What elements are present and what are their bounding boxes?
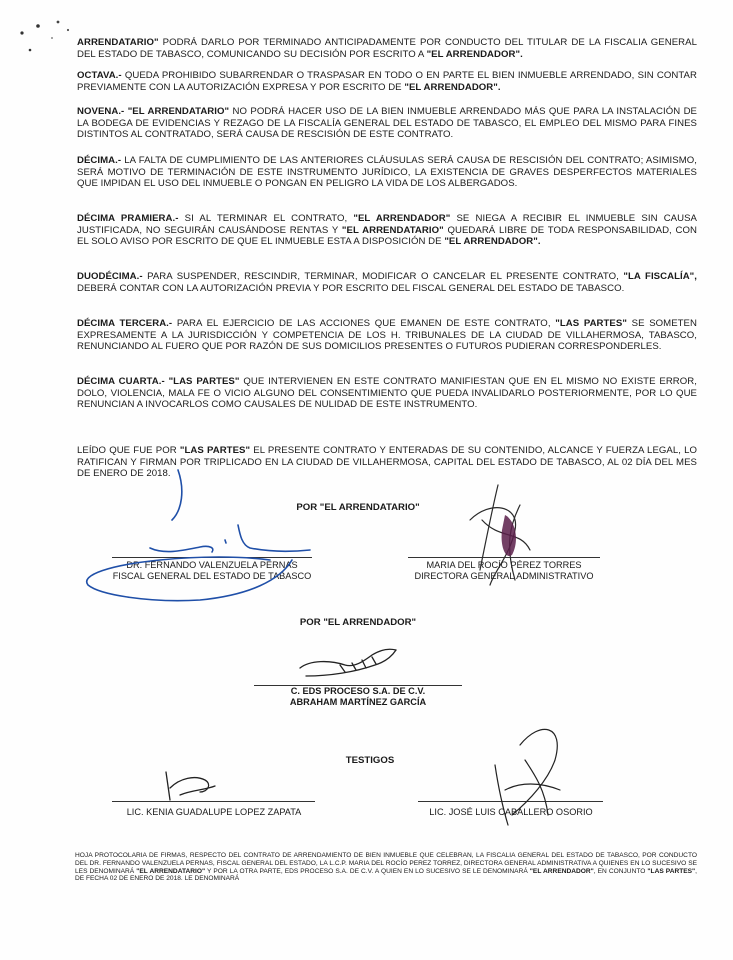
footer-protocol-note: HOJA PROTOCOLARIA DE FIRMAS, RESPECTO DEL CONTRATO DE ARRENDAMIENTO DE BIEN INMUEBLE QUE CELEBRAN, LA FISCALIA GENERAL DEL ESTADO DE TABASCO, POR CONDUCTO DEL DR. FERNANDO VALENZUELA PERNAS, FISCAL GENERAL DEL ESTADO, LA L.C.P. MARIA DEL ROCÍO PEREZ TORREZ, DIRECTORA GENERAL ADMINISTRATIVA A QUIENES EN LO SUCESIVO SE LES DENOMINARÁ "EL ARRENDATARIO" Y POR LA OTRA PARTE, EDS PROCESO S.A. DE C.V. A QUIEN EN LO SUCESIVO SE LE DENOMINARÁ "EL ARRENDADOR", EN CONJUNTO "LAS PARTES", DE FECHA 02 DE ENERO DE 2018. LE DENOMINARÁ	[75, 852, 698, 883]
clause-decima-primera: DÉCIMA PRAMIERA.- SI AL TERMINAR EL CONTRATO, "EL ARRENDADOR" SE NIEGA A RECIBIR EL INMUEBLE SIN CAUSA JUSTIFICADA, NO SEGUIRÁN CAUSÁNDOSE RENTAS Y "EL ARRENDATARIO" QUEDARÁ LIBRE DE TODA RESPONSABILIDAD, CON EL SOLO AVISO POR ESCRITO DE QUE EL INMUEBLE ESTA A DISPOSICIÓN DE "EL ARRENDADOR".	[77, 213, 697, 248]
signer-5-name: LIC. JOSÉ LUIS CABALLERO OSORIO	[429, 807, 593, 817]
signer-2	[380, 560, 628, 582]
signature-line-4	[112, 801, 315, 802]
closing-statement: LEÍDO QUE FUE POR "LAS PARTES" EL PRESENTE CONTRATO Y ENTERADAS DE SU CONTENIDO, ALCANCE Y FUERZA LEGAL, LO RATIFICAN Y FIRMAN POR TRIPLICADO EN LA CIUDAD DE VILLAHERMOSA, CAPITAL DEL ESTADO DE TABASCO, AL 02 DÍA DEL MES DE ENERO DE 2018.	[77, 445, 698, 480]
signer-3-company: C. EDS PROCESO S.A. DE C.V.	[290, 686, 426, 696]
signer-4	[92, 807, 336, 818]
signer-1-title: FISCAL GENERAL DEL ESTADO DE TABASCO	[112, 571, 312, 581]
signature-line-2	[408, 557, 600, 558]
clause-novena: NOVENA.- "EL ARRENDATARIO" NO PODRÁ HACER USO DE LA BIEN INMUEBLE ARRENDADO MÁS QUE PARA LA INSTALACIÓN DE LA BODEGA DE EVIDENCIAS Y REZAGO DE LA FISCALÍA GENERAL DEL ESTADO DE TABASCO, EL EMPLEO DEL MISMO PARA FINES DISTINTOS AL CONTRATADO, SERÁ CAUSA DE RESCISIÓN DE ESTE CONTRATO.	[77, 106, 698, 141]
signature-purple-ink-icon	[502, 515, 516, 556]
clause-decima-tercera: DÉCIMA TERCERA.- PARA EL EJERCICIO DE LAS ACCIONES QUE EMANEN DE ESTE CONTRATO, "LAS PARTES" SE SOMETEN EXPRESAMENTE A LA JURISDICCIÓN Y COMPETENCIA DE LOS H. TRIBUNALES DE LA CIUDAD DE VILLAHERMOSA, TABASCO, RENUNCIANDO AL FUERO QUE POR RAZÓN DE SUS DOMICILIOS PRESENTES O FUTUROS PUDIERAN CORRESPONDERLES.	[77, 318, 697, 353]
clause-duodecima: DUODÉCIMA.- PARA SUSPENDER, RESCINDIR, TERMINAR, MODIFICAR O CANCELAR EL PRESENTE CONTRATO, "LA FISCALÍA", DEBERÁ CONTAR CON LA AUTORIZACIÓN PREVIA Y POR ESCRITO DEL FISCAL GENERAL DEL ESTADO DE TABASCO.	[77, 271, 697, 294]
testigos-heading: TESTIGOS	[345, 755, 395, 766]
signature-line-1	[112, 557, 312, 558]
clause-octava: OCTAVA.- QUEDA PROHIBIDO SUBARRENDAR O TRASPASAR EN TODO O EN PARTE EL BIEN INMUEBLE ARRENDADO, SIN CONTAR PREVIAMENTE CON LA AUTORIZACIÓN EXPRESA Y POR ESCRITO DE "EL ARRENDADOR".	[77, 70, 697, 93]
arrendador-heading: POR "EL ARRENDADOR"	[299, 617, 417, 628]
signature-arrendador-icon	[300, 649, 396, 676]
signer-4-name: LIC. KENIA GUADALUPE LOPEZ ZAPATA	[126, 807, 302, 817]
scan-specks	[0, 0, 80, 65]
signature-line-5	[418, 801, 603, 802]
signer-2-name: MARIA DEL ROCÍO PÉREZ TORRES	[426, 560, 582, 570]
signer-2-title: DIRECTORA GENERAL ADMINISTRATIVO	[414, 571, 594, 581]
clause-decima-cuarta: DÉCIMA CUARTA.- "LAS PARTES" QUE INTERVIENEN EN ESTE CONTRATO MANIFIESTAN QUE EN EL MISMO NO EXISTE ERROR, DOLO, VIOLENCIA, MALA FE O VICIO ALGUNO DEL CONSENTIMIENTO QUE PUEDA INVALIDARLO POSTERIORMENTE, POR LO QUE RENUNCIAN A INVOCARLOS COMO CAUSALES DE NULIDAD DE ESTE INSTRUMENTO.	[77, 376, 697, 411]
arrendatario-heading: POR "EL ARRENDATARIO"	[296, 502, 420, 513]
signer-3	[244, 686, 472, 708]
signer-5	[400, 807, 622, 818]
clause-decima: DÉCIMA.- LA FALTA DE CUMPLIMIENTO DE LAS ANTERIORES CLÁUSULAS SERÁ CAUSA DE RESCISIÓN DEL CONTRATO; ASIMISMO, SERÁ MOTIVO DE TERMINACIÓN DE ESTE INSTRUMENTO JURÍDICO, LA EXISTENCIA DE GRAVES DESPERFECTOS MATERIALES QUE IMPIDAN EL USO DEL INMUEBLE O PONGAN EN PELIGRO LA VIDA DE LOS ALBERGADOS.	[77, 155, 697, 190]
clause-septima-tail: ARRENDATARIO" PODRÁ DARLO POR TERMINADO ANTICIPADAMENTE POR CONDUCTO DEL TITULAR DE LA FISCALIA GENERAL DEL ESTADO DE TABASCO, COMUNICANDO SU DECISIÓN POR ESCRITO A "EL ARRENDADOR".	[77, 37, 697, 60]
signer-3-name: ABRAHAM MARTÍNEZ GARCÍA	[289, 697, 427, 707]
signature-testigo-1-icon	[166, 772, 215, 800]
signer-1	[82, 560, 342, 582]
signer-1-name: DR. FERNANDO VALENZUELA PERNAS	[126, 560, 298, 570]
